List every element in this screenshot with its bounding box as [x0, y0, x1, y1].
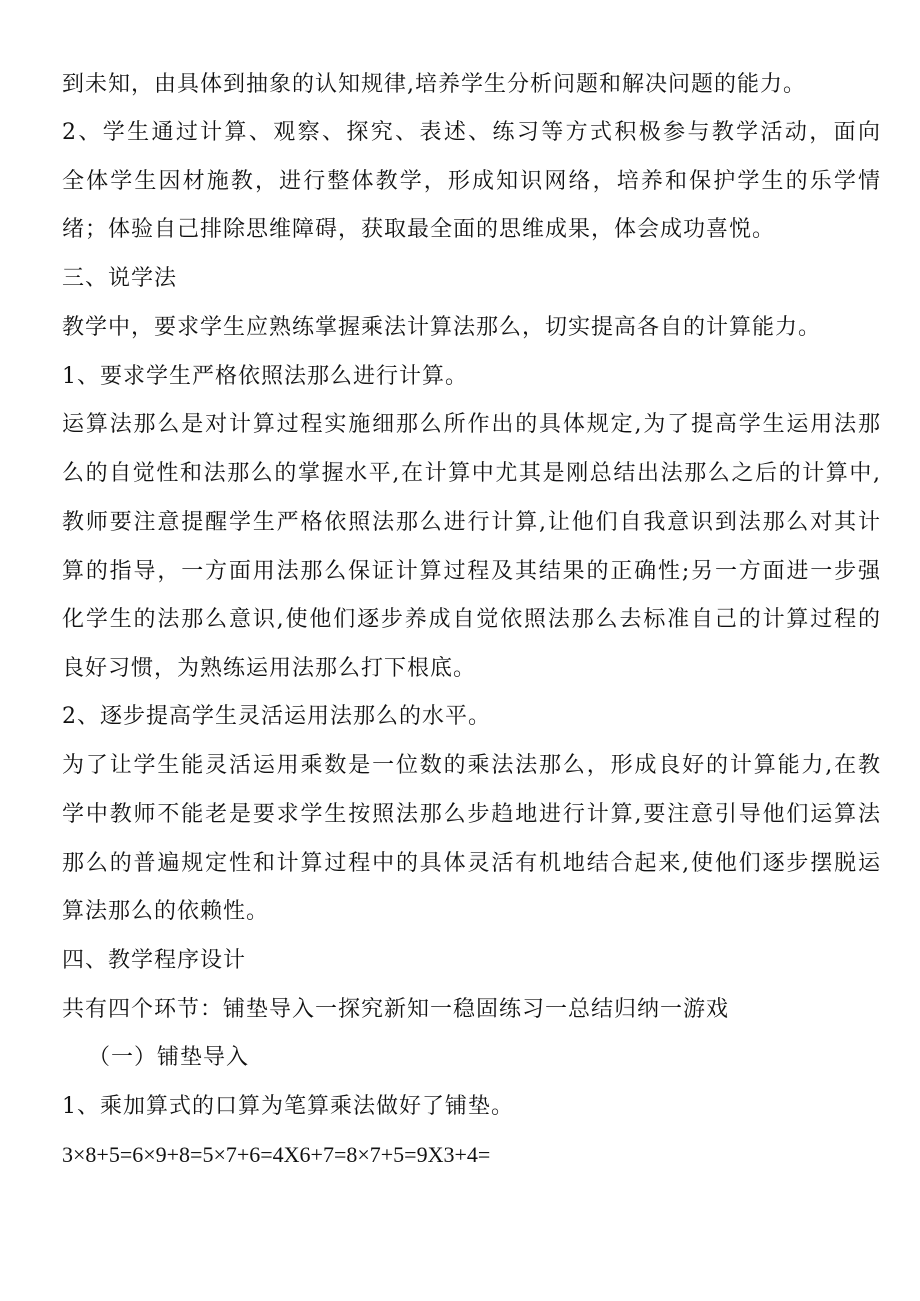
- paragraph-line: 那么的普遍规定性和计算过程中的具体灵活有机地结合起来,使他们逐步摆脱运: [62, 851, 880, 876]
- paragraph-line: 为了让学生能灵活运用乘数是一位数的乘法法那么，形成良好的计算能力,在教: [62, 753, 880, 778]
- subsection-heading: （一）铺垫导入: [88, 1045, 250, 1070]
- list-item: 2、逐步提高学生灵活运用法那么的水平。: [62, 704, 491, 729]
- section-heading: 三、说学法: [62, 266, 178, 291]
- paragraph-line: 运算法那么是对计算过程实施细那么所作出的具体规定,为了提高学生运用法那: [62, 412, 880, 437]
- paragraph-line: 算法那么的依赖性。: [62, 899, 270, 924]
- list-item: 1、乘加算式的口算为笔算乘法做好了铺垫。: [62, 1094, 514, 1119]
- list-item: 1、要求学生严格依照法那么进行计算。: [62, 364, 468, 389]
- paragraph-line: 算的指导，一方面用法那么保证计算过程及其结果的正确性;另一方面进一步强: [62, 559, 880, 584]
- paragraph-line: 良好习惯，为熟练运用法那么打下根底。: [62, 656, 477, 681]
- paragraph-line: 化学生的法那么意识,使他们逐步养成自觉依照法那么去标准自己的计算过程的: [62, 607, 880, 632]
- paragraph-line: 2、学生通过计算、观察、探究、表述、练习等方式积极参与教学活动，面向: [62, 120, 880, 145]
- paragraph-line: 到未知，由具体到抽象的认知规律,培养学生分析问题和解决问题的能力。: [62, 72, 806, 97]
- paragraph-line: 共有四个环节：铺垫导入一探究新知一稳固练习一总结归纳一游戏: [62, 997, 730, 1022]
- paragraph-line: 学中教师不能老是要求学生按照法那么步趋地进行计算,要注意引导他们运算法: [62, 802, 880, 827]
- paragraph-line: 么的自觉性和法那么的掌握水平,在计算中尤其是刚总结出法那么之后的计算中,: [62, 461, 880, 486]
- paragraph-line: 教学中，要求学生应熟练掌握乘法计算法那么，切实提高各自的计算能力。: [62, 315, 822, 340]
- math-expression-line: 3×8+5=6×9+8=5×7+6=4X6+7=8×7+5=9X3+4=: [62, 1142, 491, 1167]
- paragraph-line: 全体学生因材施教，进行整体教学，形成知识网络，培养和保护学生的乐学情: [62, 169, 880, 194]
- paragraph-line: 绪；体验自己排除思维障碍，获取最全面的思维成果，体会成功喜悦。: [62, 217, 776, 242]
- paragraph-line: 教师要注意提醒学生严格依照法那么进行计算,让他们自我意识到法那么对其计: [62, 510, 880, 535]
- section-heading: 四、教学程序设计: [62, 948, 247, 973]
